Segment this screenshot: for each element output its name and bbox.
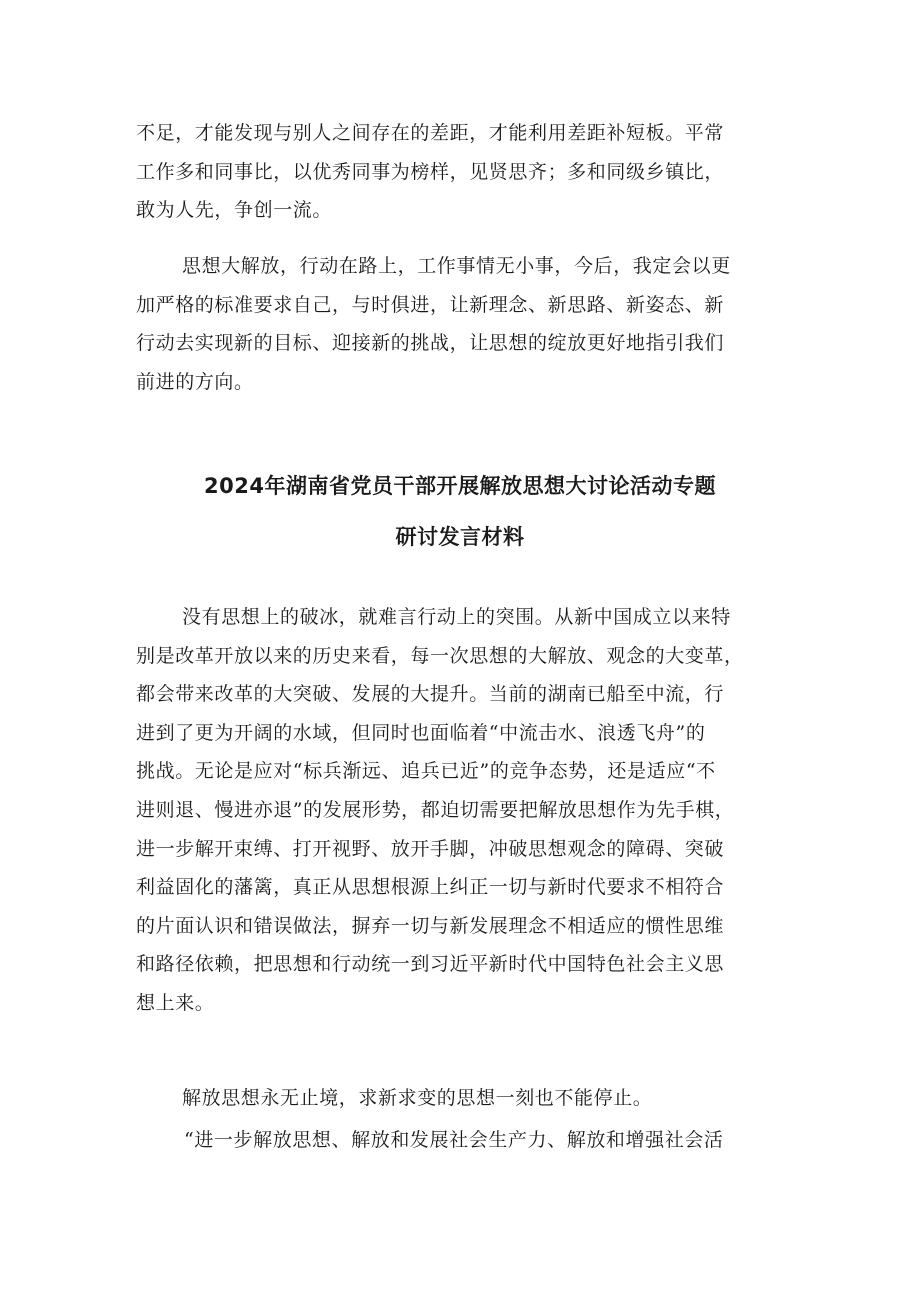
paragraph-intro xyxy=(136,598,786,1023)
text-line: 进一步解开束缚、打开视野、放开手脚，冲破思想观念的障碍、突破 xyxy=(136,837,725,860)
text-line: 利益固化的藩篱，真正从思想根源上纠正一切与新时代要求不相符合 xyxy=(136,876,725,899)
text-line: 进到了更为开阔的水域，但同时也面临着“中流击水、浪透飞舟”的 xyxy=(136,721,706,744)
text-line: “进一步解放思想、解放和发展社会生产力、解放和增强社会活 xyxy=(184,1129,724,1151)
paragraph-conclusion xyxy=(136,247,786,401)
text-line: 没有思想上的破冰，就难言行动上的突围。从新中国成立以来特 xyxy=(182,606,731,628)
document-title-line-1: 2024年湖南省党员干部开展解放思想大讨论活动专题 xyxy=(204,474,716,498)
text-line: 想上来。 xyxy=(136,991,215,1014)
text-line: 思想大解放，行动在路上，工作事情无小事，今后，我定会以更 xyxy=(182,255,731,277)
text-line: 进则退、慢进亦退”的发展形势，都迫切需要把解放思想作为先手棋， xyxy=(136,798,735,821)
paragraph-quote xyxy=(136,1121,786,1160)
text-line: 加严格的标准要求自己，与时俱进，让新理念、新思路、新姿态、新 xyxy=(136,293,725,316)
paragraph-comparison xyxy=(136,114,786,230)
document-title-line-2: 研讨发言材料 xyxy=(395,525,525,549)
text-line: 挑战。无论是应对“标兵渐远、追兵已近”的竞争态势，还是适应“不 xyxy=(136,760,716,783)
text-line: 工作多和同事比，以优秀同事为榜样，见贤思齐；多和同级乡镇比， xyxy=(136,160,725,183)
text-line: 都会带来改革的大突破、发展的大提升。当前的湖南已船至中流，行 xyxy=(136,683,725,706)
text-line: 解放思想永无止境，求新求变的思想一刻也不能停止。 xyxy=(182,1087,653,1109)
text-line: 前进的方向。 xyxy=(136,370,254,393)
text-line: 的片面认识和错误做法，摒弃一切与新发展理念不相适应的惯性思维 xyxy=(136,914,725,937)
text-line: 敢为人先，争创一流。 xyxy=(136,199,333,222)
text-line: 和路径依赖，把思想和行动统一到习近平新时代中国特色社会主义思 xyxy=(136,953,725,976)
text-line: 行动去实现新的目标、迎接新的挑战，让思想的绽放更好地指引我们 xyxy=(136,332,725,355)
paragraph-no-limit xyxy=(136,1079,786,1118)
text-line: 别是改革开放以来的历史来看，每一次思想的大解放、观念的大变革， xyxy=(136,644,744,667)
text-line: 不足，才能发现与别人之间存在的差距，才能利用差距补短板。平常 xyxy=(136,122,725,144)
